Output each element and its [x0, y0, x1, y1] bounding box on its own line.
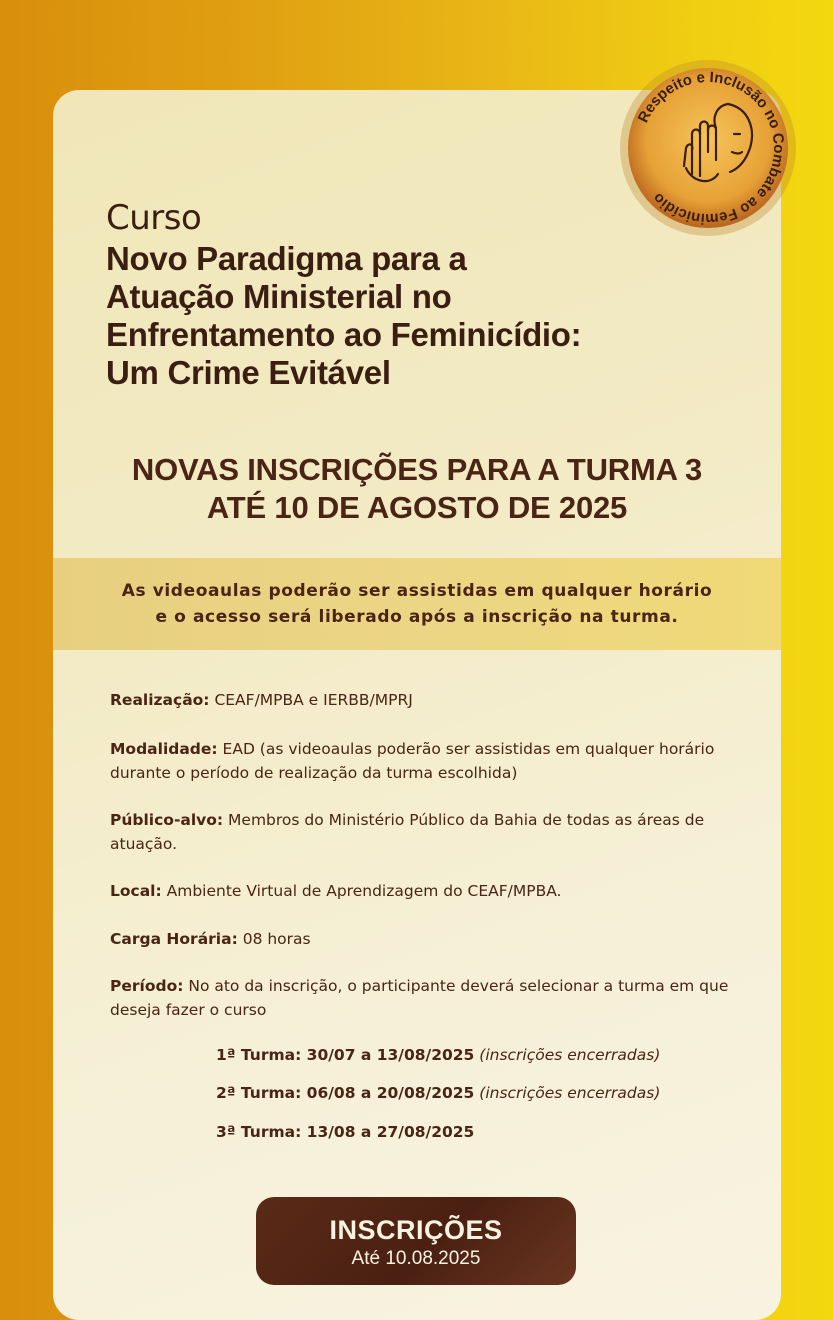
detail-value: Ambiente Virtual de Aprendizagem do CEAF/MPBA.	[161, 882, 562, 900]
course-title-line: Enfrentamento ao Feminicídio:	[106, 316, 582, 353]
course-title-line: Atuação Ministerial no	[106, 278, 452, 315]
detail-realizacao	[110, 688, 750, 712]
turma-item	[216, 1046, 660, 1064]
turma-item	[216, 1123, 474, 1141]
detail-label: Local:	[110, 882, 162, 900]
detail-modalidade	[110, 737, 750, 785]
detail-label: Público-alvo:	[110, 811, 224, 829]
course-label: Curso	[106, 198, 202, 238]
turma-item	[216, 1084, 660, 1102]
svg-text:Respeito e Inclusão no Combate: Respeito e Inclusão no Combate ao Feminicídio	[634, 68, 788, 228]
inscricoes-button-subtitle: Até 10.08.2025	[351, 1248, 481, 1269]
campaign-seal-icon	[616, 56, 800, 240]
course-title	[106, 240, 746, 392]
band-line: As videoaulas poderão ser assistidas em qualquer horário	[121, 581, 713, 601]
detail-carga-horaria	[110, 927, 750, 951]
registration-notice	[60, 451, 774, 527]
detail-local	[110, 879, 750, 903]
turma-note: (inscrições encerradas)	[474, 1046, 661, 1064]
inscricoes-button-title: INSCRIÇÕES	[329, 1215, 503, 1245]
detail-periodo	[110, 974, 750, 1022]
band-line: e o acesso será liberado após a inscrição na turma.	[155, 607, 679, 627]
turma-note: (inscrições encerradas)	[474, 1084, 661, 1102]
course-title-line: Novo Paradigma para a	[106, 240, 467, 277]
detail-value: EAD (as videoaulas poderão ser assistidas em qualquer horário durante o período de realização da turma escolhida)	[110, 740, 715, 782]
detail-value: 08 horas	[237, 930, 311, 948]
detail-value: Membros do Ministério Público da Bahia de todas as áreas de atuação.	[110, 811, 705, 853]
band-text	[53, 578, 781, 630]
detail-value: CEAF/MPBA e IERBB/MPRJ	[209, 691, 413, 709]
notice-line: NOVAS INSCRIÇÕES PARA A TURMA 3	[131, 452, 703, 487]
turma-label: 3ª Turma: 13/08 a 27/08/2025	[216, 1123, 475, 1141]
detail-publico-alvo	[110, 808, 750, 856]
notice-line: ATÉ 10 DE AGOSTO DE 2025	[206, 490, 628, 525]
inscricoes-button[interactable]	[256, 1197, 576, 1285]
detail-label: Modalidade:	[110, 740, 218, 758]
detail-value: No ato da inscrição, o participante deverá selecionar a turma em que deseja fazer o curso	[110, 977, 729, 1019]
turma-label: 2ª Turma: 06/08 a 20/08/2025	[216, 1084, 475, 1102]
course-title-line: Um Crime Evitável	[106, 354, 391, 391]
turma-label: 1ª Turma: 30/07 a 13/08/2025	[216, 1046, 475, 1064]
detail-label: Carga Horária:	[110, 930, 238, 948]
detail-label: Período:	[110, 977, 184, 995]
detail-label: Realização:	[110, 691, 210, 709]
